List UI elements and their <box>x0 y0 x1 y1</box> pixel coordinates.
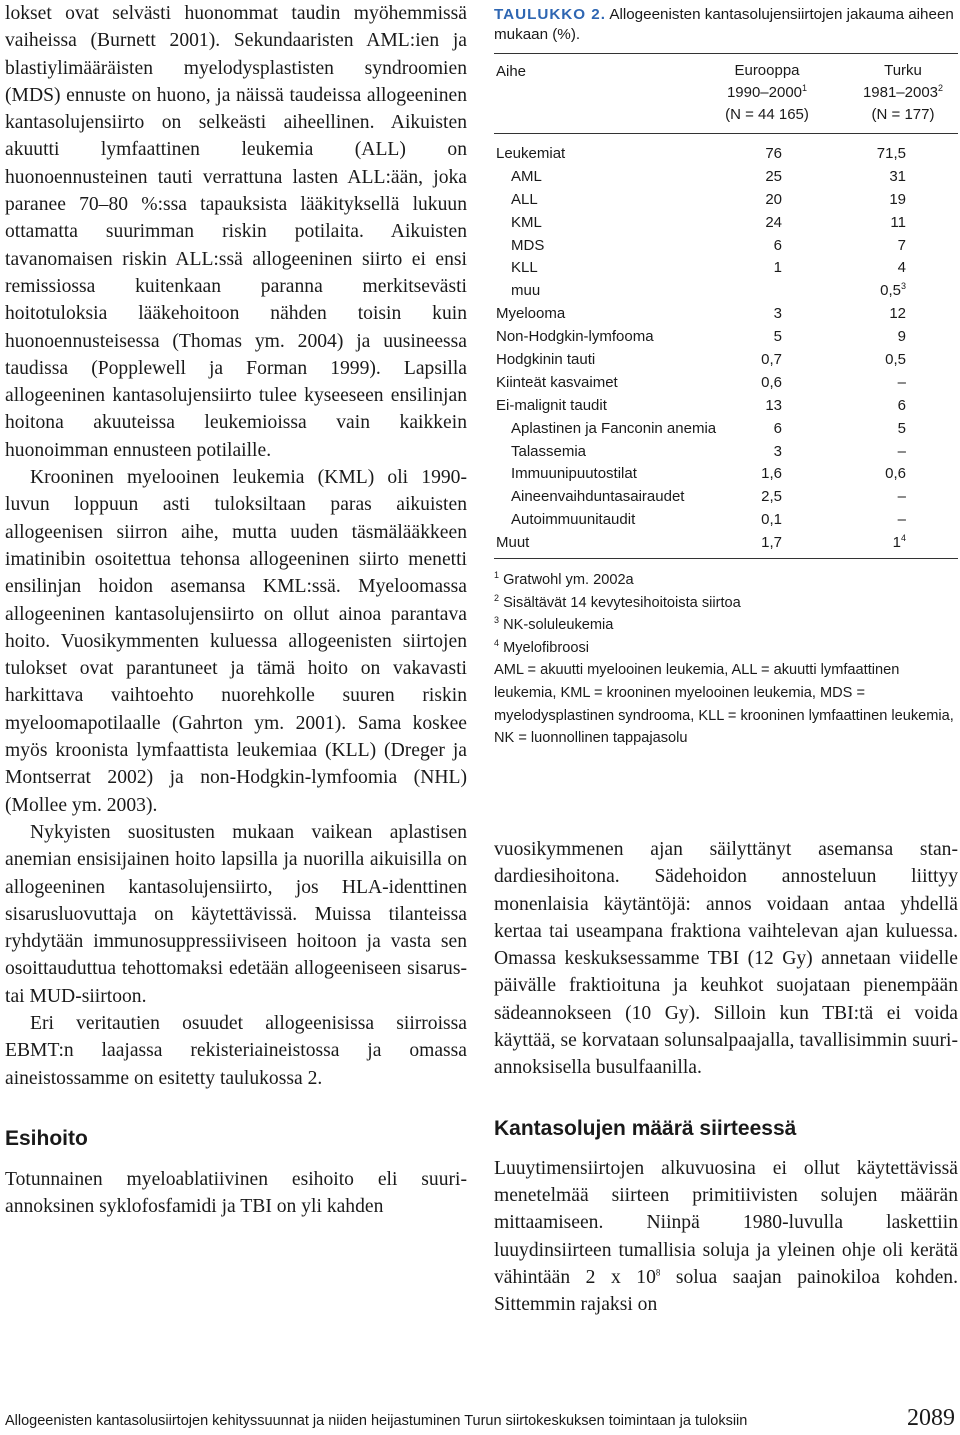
table-row <box>494 394 958 417</box>
distribution-table <box>494 60 958 559</box>
cell-europe: 13 <box>765 396 782 414</box>
table-row <box>494 279 958 302</box>
cell-aihe: ALL <box>511 190 538 208</box>
cell-aihe: Kiinteät kasvaimet <box>496 373 618 391</box>
cell-aihe: Non-Hodgkin-lymfooma <box>496 328 654 346</box>
table-notes <box>494 569 958 750</box>
cell-turku: 7 <box>897 236 906 254</box>
header-turku-title: Turku <box>884 62 922 79</box>
cell-turku: 12 <box>889 305 906 323</box>
table-row <box>494 234 958 257</box>
body-paragraph: Totunnainen myeloablatiivinen esihoito eli suuriannoksinen syklofosfamidi ja TBI on yli kahden <box>5 1168 467 1218</box>
table-header-rule <box>494 133 958 134</box>
cell-turku: – <box>897 511 906 529</box>
section-heading: Esihoito <box>5 1126 88 1150</box>
running-title: Allogeenisten kantasolusiirtojen kehityssuunnat ja niiden heijastuminen Turun siirtokeskuksen toimintaan ja tuloksiin <box>5 1413 748 1429</box>
table-caption-text: Allogeenisten kantasolujensiirtojen jakauma aiheen mukaan (%). <box>494 6 954 43</box>
cell-aihe: Ei-malignit taudit <box>496 396 607 414</box>
table-row <box>494 142 958 165</box>
cell-turku: $1^4$ <box>892 533 906 552</box>
header-europe <box>712 60 822 126</box>
cell-turku: $0,5^3$ <box>880 281 906 300</box>
table-row <box>494 417 958 440</box>
body-paragraph: Luuytimensiirtojen alkuvuosina ei ollut käytettävissä menetelmää siirteen primitiivisten solujen määrän mittaamiseen. Niinpä 1980-luvulla laskettiin luuydinsiirteen tumallisia soluja ja yleinen ohje oli kerätä vähintään 2 x $10^8$ solua saajan painokiloa kohden. Sittemmin rajaksi on <box>494 1157 958 1316</box>
cell-europe: 5 <box>773 328 782 346</box>
cell-aihe: KML <box>511 213 542 231</box>
cell-turku: 9 <box>897 328 906 346</box>
cell-aihe: Aplastinen ja Fanconin anemia <box>511 419 717 437</box>
body-paragraph: lokset ovat selvästi huonommat taudin myöhemmissä vaiheissa (Burnett 2001). Sekundaaristen AML:ien ja blastiylimääräisten myelodysplastisten syndroomien (MDS) ennuste on huono, ja näissä taudeissa allogeeninen kantasolujensiirto on selkeästi aiheellinen. Aikuisten akuutti lymfaattinen leukemia (ALL) on huonoennusteinen tauti verrattuna lasten ALL:ään, joka paranee 70–80 %:ssa tapauksista lääkityksellä lukuun ottamatta suurimman riskin potilaita. Aikuisten tavanomaisen riskin ALL:ssä allogeeninen siirto ei ensi remissiossa kuitenkaan paranna merkitsevästi hoitotuloksia lääkehoitoon nähden toisin kuin huonoennusteisessa (Thomas ym. 2004) ja uusineessa taudissa (Popplewell ja Forman 1999). Lapsilla allogeeninen kantasolujensiirto tulee kyseeseen ensilinjan hoitona akuuteissa leukemioissa vain kaikkein huonoimman ennusteen potilaille. <box>5 3 467 461</box>
cell-aihe: Hodgkinin tauti <box>496 351 596 369</box>
cell-turku: 6 <box>897 396 906 414</box>
header-aihe: Aihe <box>496 63 527 80</box>
body-paragraph: vuosikymmenen ajan säilyttänyt asemansa standardiesihoitona. Sädehoidon annosteluun liittyy monenlaisia käytäntöjä: annos voidaan antaa yhdellä kertaa tai useampana fraktiona vaihtelevan ajan kuluessa. Omassa keskuksessamme TBI (12 Gy) annetaan viidelle päivälle fraktioituna ja keuhkot suojataan pienempään sädeannokseen (10 Gy). Silloin kun TBI:tä ei voida käyttää, se korvataan solunsalpaajalla, tavallisimmin suuriannoksisella busulfaanilla. <box>494 839 958 1079</box>
cell-turku: 5 <box>897 419 906 437</box>
cell-europe: 3 <box>773 442 782 460</box>
table-block <box>494 0 958 750</box>
cell-turku: – <box>897 442 906 460</box>
table-row <box>494 440 958 463</box>
table-row <box>494 508 958 531</box>
table-row <box>494 371 958 394</box>
table-row <box>494 531 958 554</box>
cell-aihe: MDS <box>511 236 545 254</box>
table-top-rule <box>494 53 958 54</box>
footnote-1: $^1$ Gratwohl ym. 2002a <box>494 570 634 589</box>
cell-turku: 0,5 <box>885 351 906 369</box>
footnote-4: $^4$ Myelofibroosi <box>494 637 590 656</box>
cell-europe: 1 <box>773 259 782 277</box>
table-body <box>494 142 958 554</box>
header-europe-n: (N = 44 165) <box>725 106 809 123</box>
table-row <box>494 462 958 485</box>
table-row <box>494 348 958 371</box>
header-turku-years: 1981–2003$^2$ <box>862 83 944 101</box>
header-turku-n: (N = 177) <box>871 106 935 123</box>
cell-europe: 20 <box>765 190 782 208</box>
cell-aihe: AML <box>511 167 542 185</box>
cell-aihe: KLL <box>511 259 538 277</box>
cell-europe: 6 <box>773 236 782 254</box>
cell-turku: 19 <box>889 190 906 208</box>
abbreviations-note: AML = akuutti myelooinen leukemia, ALL = akuutti lymfaattinen leukemia, KML = krooninen myelooinen leukemia, MDS = myelodysplastinen syndrooma, KLL = krooninen lymfaattinen leukemia, NK = luonnollinen tappajasolu <box>494 662 954 747</box>
table-label: TAULUKKO 2. <box>494 6 606 23</box>
cell-europe: 76 <box>765 145 782 162</box>
cell-aihe: Leukemiat <box>496 145 566 162</box>
cell-aihe: Myelooma <box>496 305 566 323</box>
cell-europe: 6 <box>773 419 782 437</box>
cell-aihe: Muut <box>496 534 530 552</box>
footnote-3: $^3$ NK-soluleukemia <box>494 615 614 634</box>
cell-europe: 2,5 <box>761 488 782 506</box>
table-row <box>494 485 958 508</box>
cell-turku: 31 <box>889 167 906 185</box>
header-europe-years: 1990–2000$^1$ <box>726 83 808 101</box>
section-heading: Kantasolujen määrä siirteessä <box>494 1116 797 1140</box>
cell-europe: 25 <box>765 167 782 185</box>
cell-aihe: Aineenvaihduntasairaudet <box>511 488 685 506</box>
cell-europe: 24 <box>765 213 782 231</box>
header-europe-title: Eurooppa <box>734 62 800 79</box>
cell-turku: 11 <box>890 213 906 231</box>
header-turku <box>844 60 960 126</box>
left-column <box>5 0 467 1220</box>
right-column-text <box>494 836 958 1318</box>
body-paragraph: Krooninen myelooinen leukemia (KML) oli 1990-luvun loppuun asti tuloksiltaan paras aikuisten allogeenisen siirron aihe, mutta uuden täsmälääkkeen imatinibin osoitettua tehonsa allogeeninen siirto menetti ensilinjan hoidon asemansa KML:ssä. Myeloomassa allogeeninen kantasolujensiirto on ollut ainoa parantava hoito. Vuosikymmenten kuluessa allogeenisten siirtojen tulokset ovat parantuneet ja tämä hoito on vakavasti harkittava vaihtoehto nuorehkolle suuren riskin myeloomapotilaalle (Gahrton ym. 2001). Sama koskee myös kroonista lymfaattista leukemiaa (KLL) (Dreger ja Montserrat 2002) ja non-Hodgkin-lymfoomia (NHL) (Mollee ym. 2003). <box>5 467 467 816</box>
page-footer <box>5 1402 955 1432</box>
cell-turku: – <box>897 488 906 506</box>
cell-aihe: muu <box>511 282 541 300</box>
cell-turku: – <box>897 373 906 391</box>
table-row <box>494 256 958 279</box>
cell-europe: 0,7 <box>761 351 782 369</box>
body-paragraph: Nykyisten suositusten mukaan vaikean aplastisen anemian ensisijainen hoito lapsilla ja nuorilla aikuisilla on allogeeninen kantasolujensiirto, jos HLA-identtinen sisarusluovuttaja on käytettävissä. Muissa tilanteissa ryhdytään immunosuppressiiviseen hoitoon ja vasta sen osoittauduttua tehottomaksi edetään allogeeniseen sisarus- tai MUD-siirtoon. <box>5 821 467 1007</box>
cell-turku: 71,5 <box>876 145 906 162</box>
table-header <box>494 60 958 126</box>
cell-aihe: Autoimmuunitaudit <box>511 511 636 529</box>
cell-aihe: Talassemia <box>511 442 587 460</box>
page-number: 2089 <box>907 1405 955 1431</box>
cell-europe: 1,7 <box>761 534 782 552</box>
cell-turku: 4 <box>897 259 906 277</box>
footnote-2: $^2$ Sisältävät 14 kevytesihoitoista siirtoa <box>494 592 741 611</box>
table-row <box>494 165 958 188</box>
cell-europe: 3 <box>773 305 782 323</box>
cell-aihe: Immuunipuutostilat <box>511 465 637 483</box>
table-row <box>494 188 958 211</box>
table-bottom-rule <box>494 558 958 559</box>
cell-europe: 0,6 <box>761 373 782 391</box>
cell-europe: 0,1 <box>761 511 782 529</box>
table-row <box>494 302 958 325</box>
body-paragraph: Eri veritautien osuudet allogeenisissa siirroissa EBMT:n laajassa rekisteriaineistossa ja omassa aineistossamme on esitetty taulukossa 2. <box>5 1012 467 1089</box>
table-row <box>494 211 958 234</box>
table-row <box>494 325 958 348</box>
cell-turku: 0,6 <box>885 465 906 483</box>
cell-europe: 1,6 <box>761 465 782 483</box>
table-caption <box>494 0 958 45</box>
